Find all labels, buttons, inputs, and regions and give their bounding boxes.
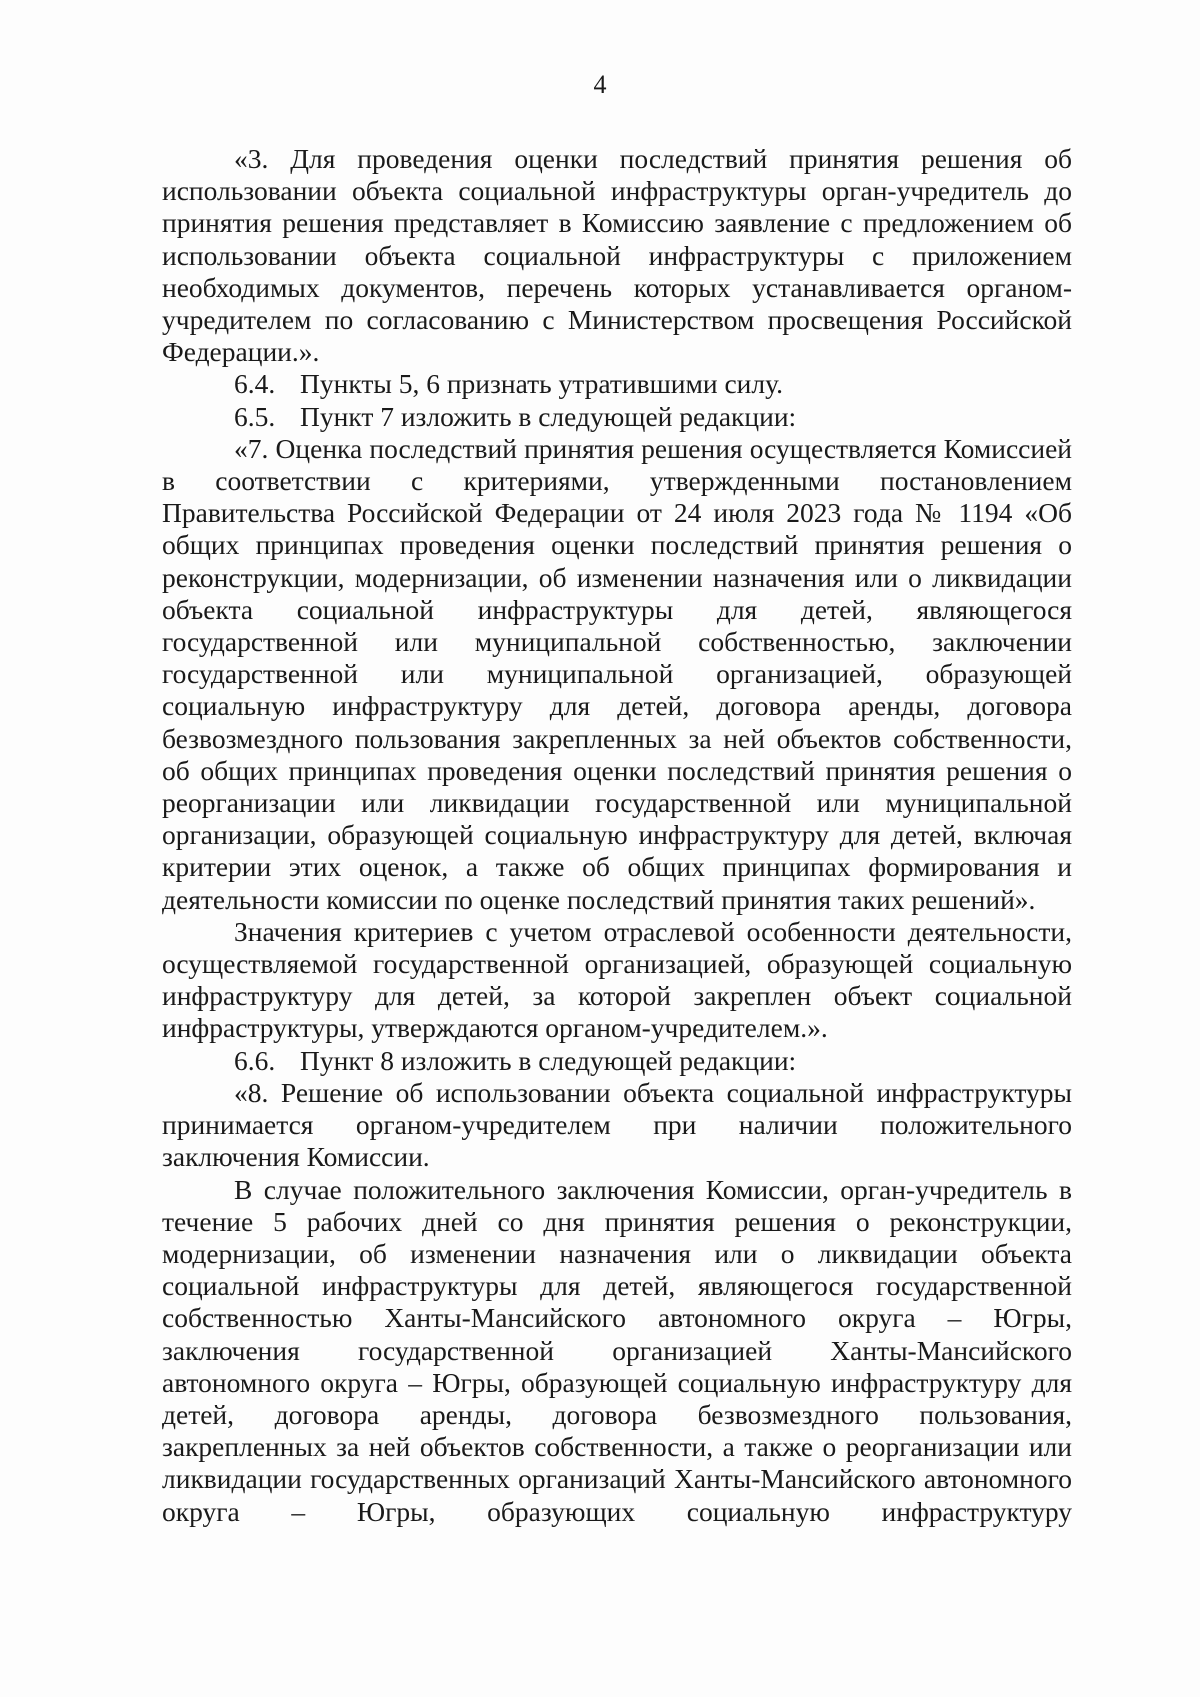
item-number: 6.5. [234,400,276,432]
paragraph-clause-3: «3. Для проведения оценки последствий принятия решения об использовании объекта социальной инфраструктуры орган-учредитель до принятия решения представляет в Комиссию заявление с предложением об использовании объекта социальной инфраструктуры с приложением необходимых документов, перечень которых устанавливается органом-учредителем по согласованию с Министерством просвещения Российской Федерации.». [162,143,1072,368]
item-text: Пункты 5, 6 признать утратившими силу. [300,368,783,400]
item-text: Пункт 8 изложить в следующей редакции: [300,1044,797,1076]
item-6-5 [162,401,1072,433]
paragraph-clause-7: «7. Оценка последствий принятия решения осуществляется Комиссией в соответствии с критериями, утвержденными постановлением Правительства Российской Федерации от 24 июля 2023 года № 1194 «Об общих принципах проведения оценки последствий принятия решения о реконструкции, модернизации, об изменении назначения или о ликвидации объекта социальной инфраструктуры для детей, являющегося государственной или муниципальной собственностью, заключении государственной или муниципальной организацией, образующей социальную инфраструктуру для детей, договора аренды, договора безвозмездного пользования закрепленных за ней объектов собственности, об общих принципах проведения оценки последствий принятия решения о реорганизации или ликвидации государственной или муниципальной организации, образующей социальную инфраструктуру для детей, включая критерии этих оценок, а также об общих принципах формирования и деятельности комиссии по оценке последствий принятия таких решений». [162,432,1072,915]
item-number: 6.4. [234,368,276,400]
item-number: 6.6. [234,1044,276,1076]
paragraph-criteria-values: Значения критериев с учетом отраслевой особенности деятельности, осуществляемой государственной организацией, образующей социальную инфраструктуру для детей, за которой закреплен объект социальной инфраструктуры, утверждаются органом-учредителем.». [162,915,1072,1044]
item-6-4 [162,368,1072,400]
page-number: 4 [593,70,607,99]
paragraph-positive-conclusion: В случае положительного заключения Комиссии, орган-учредитель в течение 5 рабочих дней со дня принятия решения о реконструкции, модернизации, об изменении назначения или о ликвидации объекта социальной инфраструктуры для детей, являющегося государственной собственностью Ханты-Мансийского автономного округа – Югры, заключения государственной организацией Ханты-Мансийского автономного округа – Югры, образующей социальную инфраструктуру для детей, договора аренды, договора безвозмездного пользования, закрепленных за ней объектов собственности, а также о реорганизации или ликвидации государственных организаций Ханты-Мансийского автономного округа – Югры, образующих социальную инфраструктуру [162,1173,1072,1527]
item-6-6 [162,1045,1072,1077]
item-text: Пункт 7 изложить в следующей редакции: [300,400,797,432]
document-body [162,143,1072,1528]
paragraph-clause-8: «8. Решение об использовании объекта социальной инфраструктуры принимается органом-учредителем при наличии положительного заключения Комиссии. [162,1076,1072,1173]
